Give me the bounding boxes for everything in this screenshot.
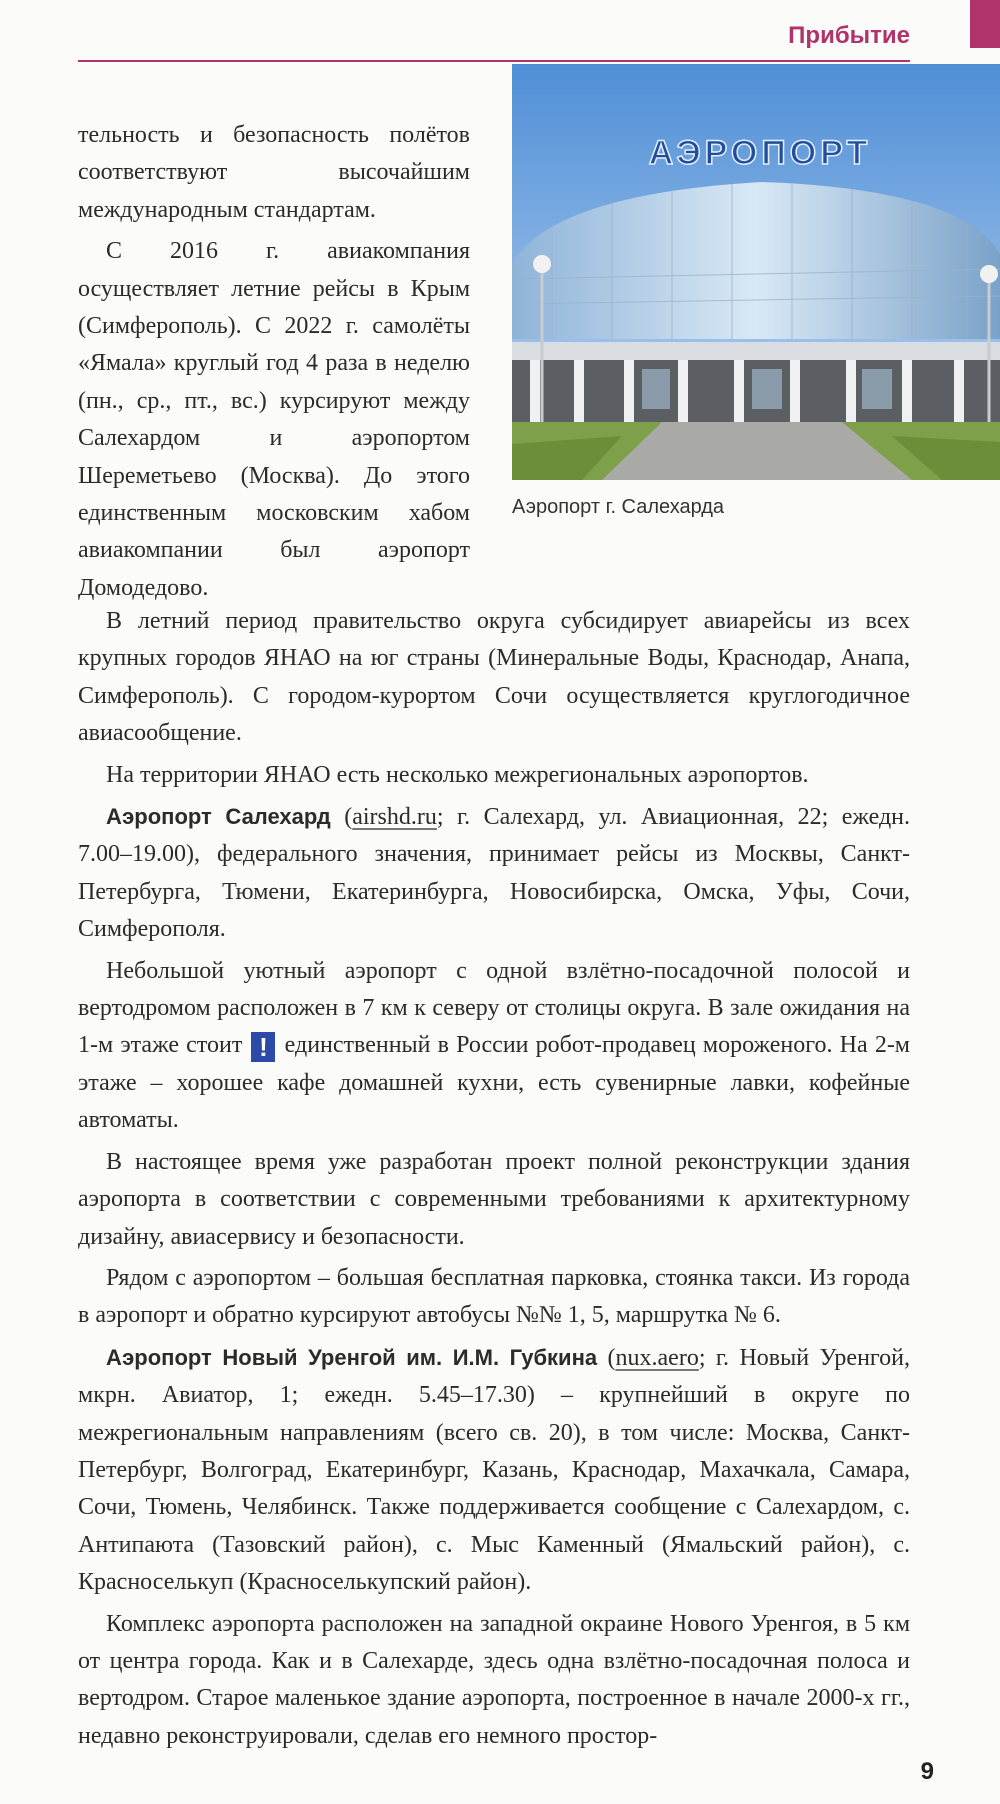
section-title: Прибытие: [788, 22, 910, 49]
airport-photo: [512, 64, 1000, 480]
paragraph: тельность и безопасность полётов соответствуют высочайшим международным стандартам.: [78, 122, 470, 223]
highlight-badge: !: [251, 1032, 275, 1062]
website-link[interactable]: airshd.ru: [352, 804, 437, 831]
airport-sign: АЭРОПОРТ: [648, 134, 872, 172]
photo-caption: Аэропорт г. Салехарда: [512, 496, 725, 518]
text-after: единственный в России робот-продавец мороженого. На 2-м этаже – хорошее кафе домашней кухни, есть сувенирные лавки, кофейные автоматы.: [78, 1032, 910, 1134]
section-tab: [970, 0, 1000, 48]
paragraph-novy-urengoy-airport: [78, 1339, 910, 1602]
paragraph: [78, 953, 910, 1140]
website-link[interactable]: nux.aero: [615, 1344, 699, 1371]
entry-details: ; г. Новый Уренгой, мкрн. Авиатор, 1; ежедн. 5.45–17.30) – крупнейший в округе по межрегиональным направлениям (всего св. 20), в том числе: Москва, Санкт-Петербург, Волгоград, Екатеринбург, Казань, Краснодар, Махачкала, Самара, Сочи, Тюмень, Челябинск. Также поддерживается сообщение с Салехардом, с. Антипаюта (Тазовский район), с. Мыс Каменный (Ямальский район), с. Красноселькуп (Красноселькупский район).: [78, 1344, 910, 1596]
paren: (: [597, 1344, 616, 1371]
paragraph: С 2016 г. авиакомпания осуществляет летние рейсы в Крым (Симферополь). С 2022 г. самолёты «Ямала» круглый год 4 раза в неделю (пн., ср., пт., вс.) курсируют между Салехардом и аэропортом Шереметьево (Москва). До этого единственным московским хабом авиакомпании был аэропорт Домодедово.: [78, 238, 470, 601]
paragraph: Комплекс аэропорта расположен на западной окраине Нового Уренгоя, в 5 км от центра города. Как и в Салехарде, здесь одна взлётно-посадочная полоса и вертодром. Старое маленькое здание аэропорта, построенное в начале 2000-х гг., недавно реконструировали, сделав его немного простор-: [78, 1610, 910, 1749]
page-number: 9: [920, 1758, 934, 1785]
paragraph: В настоящее время уже разработан проект полной реконструкции здания аэропорта в соответствии с современными требованиями к архитектурному дизайну, авиасервису и безопасности.: [78, 1148, 910, 1250]
paragraph: Рядом с аэропортом – большая бесплатная парковка, стоянка такси. Из города в аэропорт и обратно курсируют автобусы №№ 1, 5, маршрутка № 6.: [78, 1264, 910, 1329]
text-before: Небольшой уютный аэропорт с одной взлётно-посадочной полосой и вертодромом расположен в 7 км к северу от столицы округа. В зале ожидания на 1-м этаже стоит: [78, 957, 910, 1059]
paragraph-salekhard-airport: [78, 798, 910, 949]
page-header: [0, 0, 1000, 62]
narrow-column: [78, 117, 470, 607]
airport-building-illustration: [512, 64, 1000, 480]
header-rule: [78, 60, 910, 62]
paren: (: [330, 804, 353, 831]
entry-title: Аэропорт Салехард: [106, 804, 331, 830]
wide-column: [78, 603, 910, 1755]
paragraph: На территории ЯНАО есть несколько межрегиональных аэропортов.: [106, 761, 809, 788]
paragraph: В летний период правительство округа субсидирует авиарейсы из всех крупных городов ЯНАО на юг страны (Минеральные Воды, Краснодар, Анапа, Симферополь). С городом-курортом Сочи осуществляется круглогодичное авиасообщение.: [78, 608, 910, 747]
entry-details: ; г. Салехард, ул. Авиационная, 22; ежедн. 7.00–19.00), федерального значения, принимает рейсы из Москвы, Санкт-Петербурга, Тюмени, Екатеринбурга, Новосибирска, Омска, Уфы, Сочи, Симферополя.: [78, 804, 911, 943]
entry-title: Аэропорт Новый Уренгой им. И.М. Губкина: [106, 1344, 598, 1370]
